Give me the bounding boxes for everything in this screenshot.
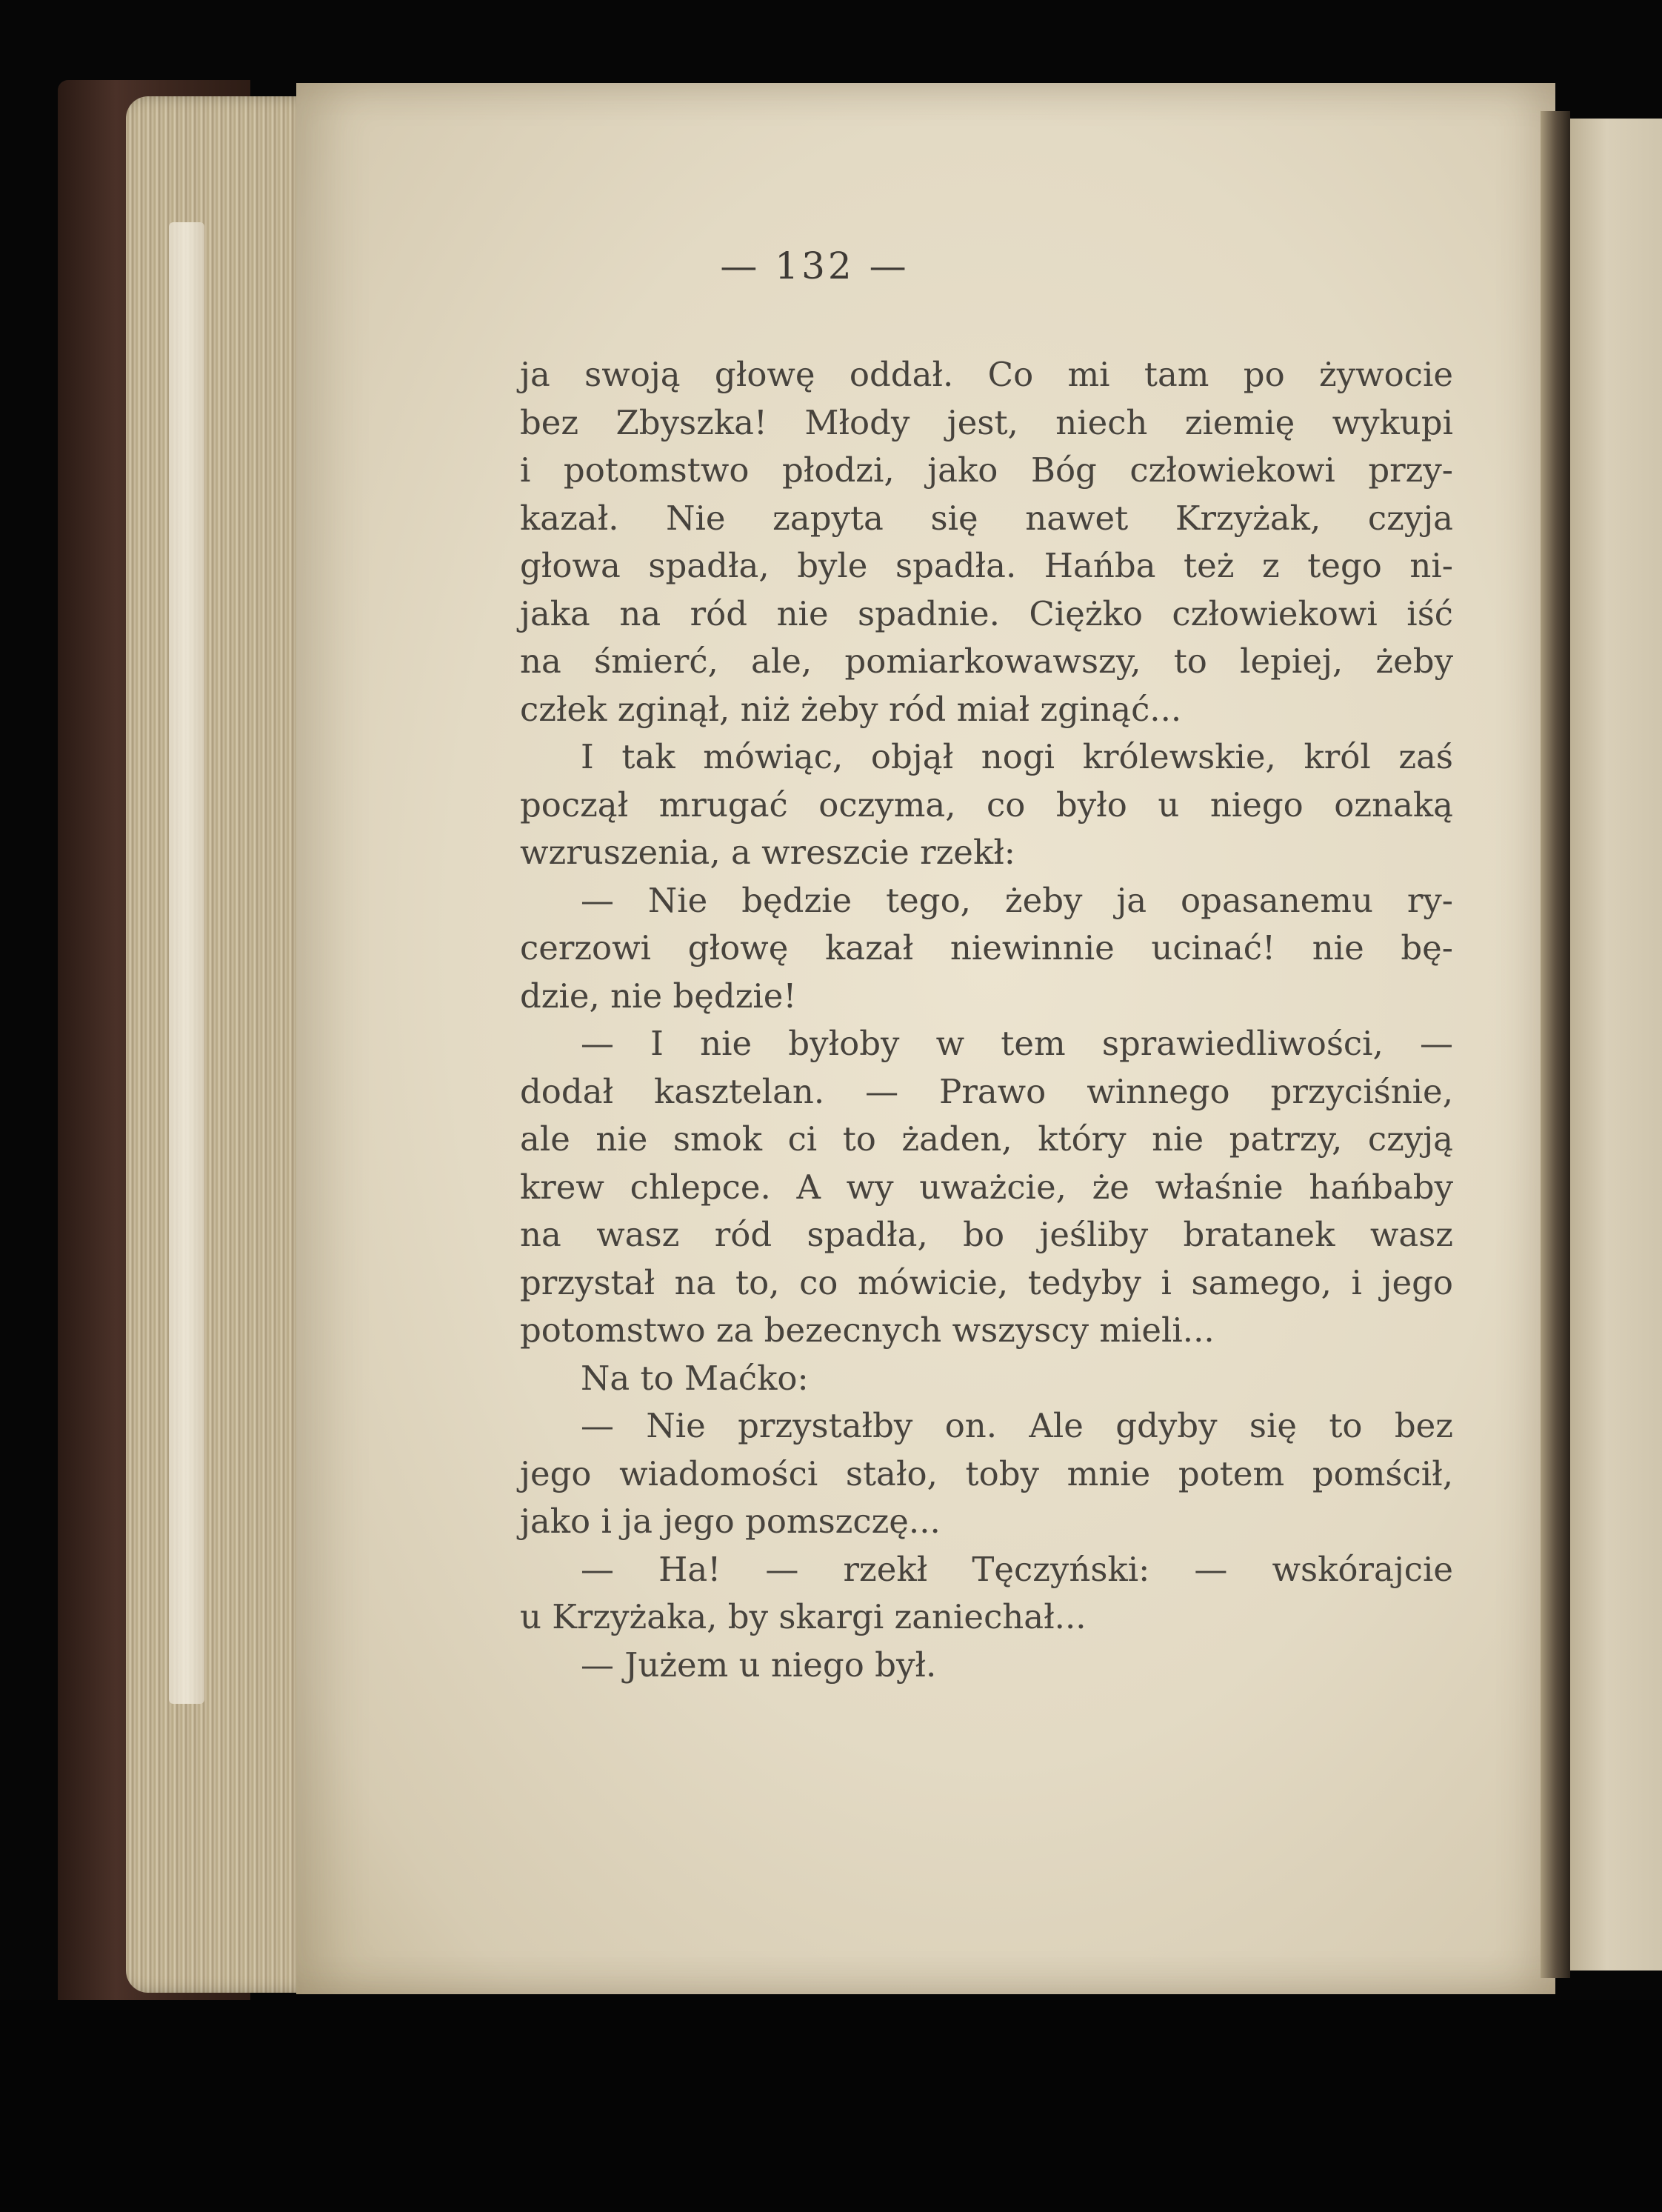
page-number: — 132 — xyxy=(720,244,910,287)
page-text xyxy=(520,351,1453,1689)
text-line: potomstwo za bezecnych wszyscy mieli... xyxy=(520,1310,1215,1350)
text-line: na śmierć, ale, pomiarkowawszy, to lepiej, żeby xyxy=(520,642,1453,681)
text-line: człek zginął, niż żeby ród miał zginąć... xyxy=(520,689,1182,729)
text-line: kazał. Nie zapyta się nawet Krzyżak, czyja xyxy=(520,498,1453,538)
text-line: głowa spadła, byle spadła. Hańba też z tego ni- xyxy=(520,546,1453,585)
text-line: na wasz ród spadła, bo jeśliby bratanek wasz xyxy=(520,1215,1453,1254)
text-line: bez Zbyszka! Młody jest, niech ziemię wykupi xyxy=(520,402,1453,442)
text-line: — Nie będzie tego, żeby ja opasanemu ry- xyxy=(581,880,1453,920)
text-line: — Nie przystałby on. Ale gdyby się to bez xyxy=(581,1406,1453,1445)
text-line: ja swoją głowę oddał. Co mi tam po żywocie xyxy=(520,355,1453,394)
text-line: wzruszenia, a wreszcie rzekł: xyxy=(520,833,1015,872)
text-line: jako i ja jego pomszczę... xyxy=(520,1502,941,1541)
text-line: krew chlepce. A wy uważcie, że właśnie hańbaby xyxy=(520,1167,1453,1207)
text-line: Na to Maćko: xyxy=(581,1358,809,1398)
text-line: — Jużem u niego był. xyxy=(581,1645,937,1685)
text-line: I tak mówiąc, objął nogi królewskie, król zaś xyxy=(581,737,1453,776)
page-gutter xyxy=(1541,111,1570,1978)
text-line: jego wiadomości stało, toby mnie potem pomścił, xyxy=(520,1453,1453,1493)
text-line: przystał na to, co mówicie, tedyby i samego, i jego xyxy=(520,1262,1453,1302)
text-line: ale nie smok ci to żaden, który nie patrzy, czyją xyxy=(520,1119,1453,1159)
facing-page-edge xyxy=(1570,119,1662,1971)
text-line: — Ha! — rzekł Tęczyński: — wskórajcie xyxy=(581,1549,1453,1589)
text-line: począł mrugać oczyma, co było u niego oznaką xyxy=(520,784,1453,824)
text-line: dodał kasztelan. — Prawo winnego przyciśnie, xyxy=(520,1071,1453,1111)
text-line: — I nie byłoby w tem sprawiedliwości, — xyxy=(581,1024,1453,1063)
text-line: dzie, nie będzie! xyxy=(520,976,797,1016)
text-line: jaka na ród nie spadnie. Ciężko człowiekowi iść xyxy=(520,593,1453,633)
page-edges xyxy=(126,96,311,1993)
spine-tape xyxy=(169,222,204,1704)
text-line: cerzowi głowę kazał niewinnie ucinać! nie bę- xyxy=(520,928,1453,967)
text-line: i potomstwo płodzi, jako Bóg człowiekowi przy- xyxy=(520,450,1453,490)
background-shadow xyxy=(0,2000,1662,2212)
text-line: u Krzyżaka, by skargi zaniechał... xyxy=(520,1597,1087,1636)
